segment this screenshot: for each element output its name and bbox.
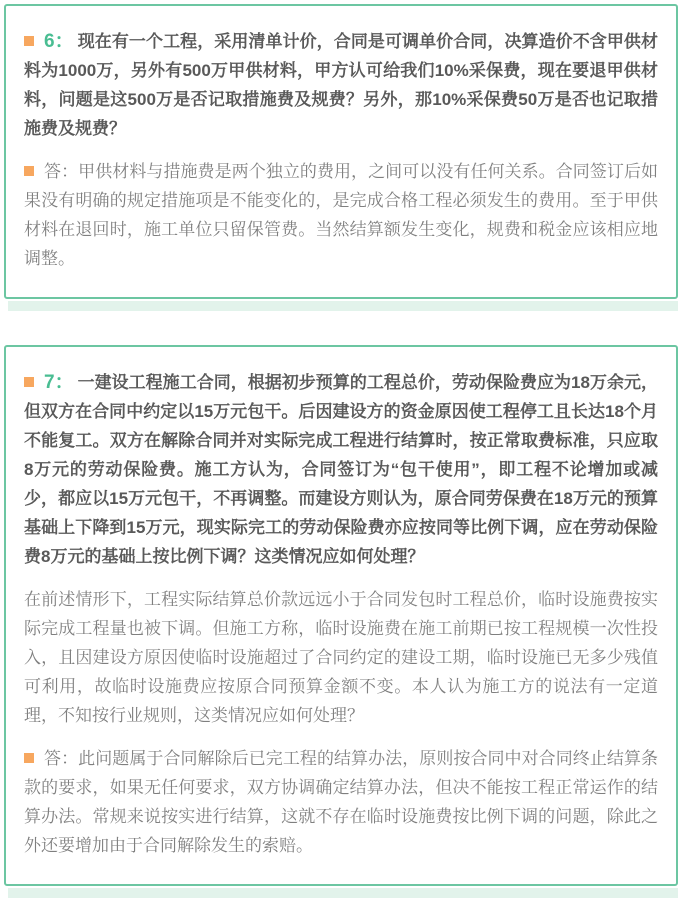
question-7	[24, 368, 658, 571]
orange-square-bullet-icon	[24, 166, 34, 176]
question-7-text: 一建设工程施工合同，根据初步预算的工程总价，劳动保险费应为18万余元，但双方在合同中约定以15万元包干。后因建设方的资金原因使工程停工且长达18个月不能复工。双方在解除合同并对实际完成工程进行结算时，按正常取费标准，只应取8万元的劳动保险费。施工方认为，合同签订为“包干使用”，即工程不论增加或减少，都应以15万元包干，不再调整。而建设方则认为，原合同劳保费在18万元的预算基础上下降到15万元，现实际完工的劳动保险费亦应按同等比例下调，应在劳动保险费8万元的基础上按比例下调？这类情况应如何处理？	[24, 373, 658, 566]
orange-square-bullet-icon	[24, 753, 34, 763]
answer-7	[24, 744, 658, 860]
card-gap	[4, 311, 678, 345]
orange-square-bullet-icon	[24, 377, 34, 387]
orange-square-bullet-icon	[24, 36, 34, 46]
answer-7-text: 此问题属于合同解除后已完工程的结算办法，原则按合同中对合同终止结算条款的要求，如果无任何要求，双方协调确定结算办法，但决不能按工程正常运作的结算办法。常规来说按实进行结算，这就不存在临时设施费按比例下调的问题，除此之外还要增加由于合同解除发生的索赔。	[24, 749, 659, 855]
question-7-followup: 在前述情形下，工程实际结算总价款远远小于合同发包时工程总价，临时设施费按实际完成工程量也被下调。但施工方称，临时设施费在施工前期已按工程规模一次性投入，且因建设方原因使临时设施超过了合同约定的建设工期，临时设施已无多少残值可利用，故临时设施费应按原合同预算金额不变。本人认为施工方的说法有一定道理，不知按行业规则，这类情况应如何处理？	[24, 590, 658, 725]
answer-7-label: 答：	[44, 749, 79, 768]
qa-card-7	[4, 345, 678, 886]
card-6-shadow-strip	[8, 301, 678, 311]
answer-6-label: 答：	[44, 162, 79, 181]
question-6	[24, 27, 658, 143]
answer-6-text: 甲供材料与措施费是两个独立的费用，之间可以没有任何关系。合同签订后如果没有明确的规定措施项是不能变化的，是完成合格工程必须发生的费用。至于甲供材料在退回时，施工单位只留保管费。当然结算额发生变化，规费和税金应该相应地调整。	[24, 162, 659, 268]
question-6-number: 6：	[44, 31, 74, 52]
answer-6	[24, 157, 658, 273]
card-7-shadow-strip	[8, 888, 678, 898]
question-7-number: 7：	[44, 372, 74, 393]
qa-card-6	[4, 4, 678, 299]
question-6-text: 现在有一个工程，采用清单计价，合同是可调单价合同，决算造价不含甲供材料为1000万，另外有500万甲供材料，甲方认可给我们10%采保费，现在要退甲供材料，问题是这500万是否记取措施费及规费？另外，那10%采保费50万是否也记取措施费及规费？	[24, 32, 659, 138]
